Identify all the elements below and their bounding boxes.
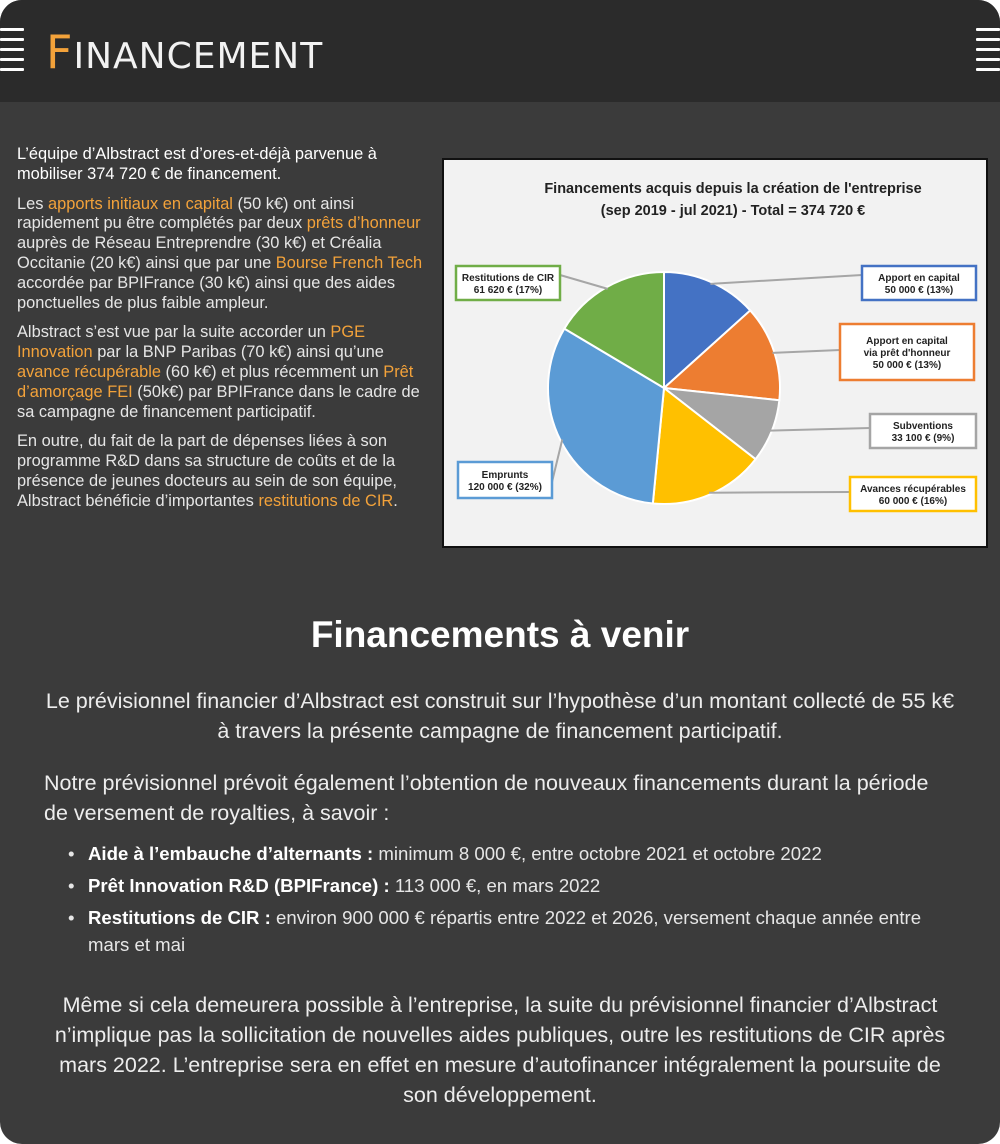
intro-paragraph-4: En outre, du fait de la part de dépenses liées à son programme R&D dans sa structure de coûts et de la présence de jeunes docteurs au sein de son équipe, Albstract bénéficie d’importantes restitutions de CIR. xyxy=(17,432,398,510)
future-paragraph-3: Même si cela demeurera possible à l’entreprise, la suite du prévisionnel financier d’Albstract n’implique pas la sollicitation de nouvelles aides publiques, outre les restitutions de CIR après mars 2022. L’entreprise sera en effet en mesure d’autofinancer intégralement la poursuite de son développement. xyxy=(54,993,946,1107)
leader-line xyxy=(552,439,562,482)
future-list xyxy=(66,840,966,963)
data-label-name: via prêt d'honneur xyxy=(863,348,951,359)
data-label-value: 61 620 € (17%) xyxy=(473,285,543,296)
future-paragraph-1: Le prévisionnel financier d’Albstract est construit sur l’hypothèse d’un montant collecté de 55 k€ à travers la présente campagne de financement participatif. xyxy=(45,689,955,743)
data-label-value: 120 000 € (32%) xyxy=(468,482,542,493)
chart-title-line1: Financements acquis depuis la création de l'entreprise xyxy=(544,181,922,197)
data-label-name: Apport en capital xyxy=(878,273,960,284)
data-label-value: 50 000 € (13%) xyxy=(872,360,942,371)
leader-line xyxy=(772,350,840,353)
chart-title-line2: (sep 2019 - jul 2021) - Total = 374 720 € xyxy=(600,203,866,219)
data-label-name: Restitutions de CIR xyxy=(461,273,555,284)
highlight-prets: prêts d’honneur xyxy=(306,214,421,233)
data-label-value: 33 100 € (9%) xyxy=(891,433,955,444)
intro-paragraph-2: Les apports initiaux en capital (50 k€) ont ainsi rapidement pu être complétés par deux prêts d’honneur auprès de Réseau Entreprendre (30 k€) et Créalia Occitanie (20 k€) ainsi que par une Bourse French Tech accordée par BPIFrance (30 k€) ainsi que des aides ponctuelles de plus faible ampleur. xyxy=(17,194,423,312)
intro-paragraph-1: L’équipe d’Albstract est d’ores-et-déjà parvenue à mobiliser 374 720 € de financement. xyxy=(17,145,377,183)
grip-icon-left xyxy=(0,28,24,78)
list-item: • Prêt Innovation R&D (BPIFrance) : 113 000 €, en mars 2022 xyxy=(66,872,966,899)
list-item: • Aide à l’embauche d’alternants : minimum 8 000 €, entre octobre 2021 et octobre 2022 xyxy=(66,840,966,867)
section-title: FINANCEMENT xyxy=(46,25,324,79)
highlight-pret-fei: Prêt d’amorçage FEI xyxy=(17,362,414,401)
data-label-name: Emprunts xyxy=(481,470,529,481)
highlight-bourse: Bourse French Tech xyxy=(275,253,423,272)
grip-icon-right xyxy=(976,28,1000,78)
data-label-name: Avances récupérables xyxy=(860,484,966,495)
data-label-name: Apport en capital xyxy=(866,336,948,347)
intro-text xyxy=(17,145,435,522)
highlight-pge: PGE Innovation xyxy=(17,323,366,362)
highlight-avance: avance récupérable xyxy=(17,362,161,381)
future-paragraph-2: Notre prévisionnel prévoit également l’obtention de nouveaux financements durant la période de versement de royalties, à savoir : xyxy=(44,771,929,825)
leader-line xyxy=(710,275,862,284)
data-label-value: 60 000 € (16%) xyxy=(878,496,948,507)
section-header xyxy=(0,0,1000,102)
intro-paragraph-3: Albstract s’est vue par la suite accorder un PGE Innovation par la BNP Paribas (70 k€) ainsi qu’une avance récupérable (60 k€) et plus récemment un Prêt d’amorçage FEI (50k€) par BPIFrance dans le cadre de sa campagne de financement participatif. xyxy=(17,323,420,421)
leader-line xyxy=(560,275,608,289)
future-title: Financements à venir xyxy=(310,614,690,655)
leader-line xyxy=(709,492,850,493)
data-label-name: Subventions xyxy=(892,421,954,432)
pie-chart-svg xyxy=(444,160,986,546)
highlight-cir: restitutions de CIR xyxy=(258,491,394,510)
highlight-apports: apports initiaux en capital xyxy=(47,194,233,213)
list-item: • Restitutions de CIR : environ 900 000 € répartis entre 2022 et 2026, versement chaque année entre mars et mai xyxy=(66,904,966,958)
leader-line xyxy=(770,428,870,431)
data-label-value: 50 000 € (13%) xyxy=(884,285,954,296)
pie-chart xyxy=(442,158,988,548)
